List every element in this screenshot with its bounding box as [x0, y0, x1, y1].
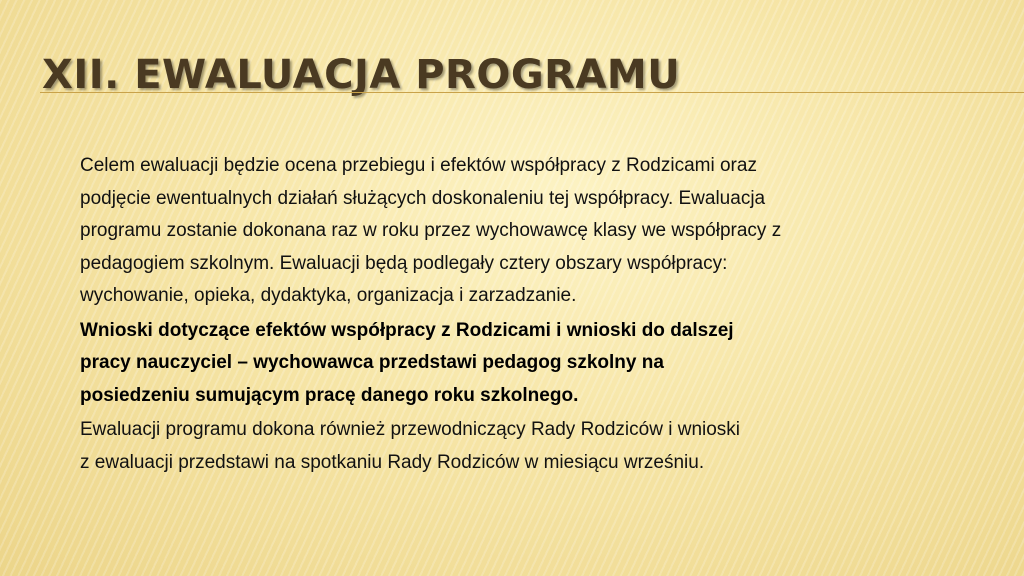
- title-divider: [40, 92, 1024, 93]
- slide-title: XII. EWALUACJA PROGRAMU: [42, 52, 681, 98]
- text-line: programu zostanie dokonana raz w roku przez wychowawcę klasy we współpracy z: [80, 220, 782, 241]
- text-line: Ewaluacji programu dokona również przewodniczący Rady Rodziców i wnioski: [80, 419, 741, 440]
- slide-body: [80, 150, 960, 481]
- text-line: posiedzeniu sumującym pracę danego roku szkolnego.: [80, 384, 579, 406]
- text-line: pracy nauczyciel – wychowawca przedstawi pedagog szkolny na: [80, 352, 664, 373]
- text-line: podjęcie ewentualnych działań służących doskonaleniu tej współpracy. Ewaluacja: [80, 187, 766, 209]
- text-line: wychowanie, opieka, dydaktyka, organizacja i zarzadzanie.: [80, 285, 577, 306]
- paragraph-conclusions: [80, 315, 960, 413]
- text-line: pedagogiem szkolnym. Ewaluacji będą podlegały cztery obszary współpracy:: [80, 252, 728, 274]
- text-line: z ewaluacji przedstawi na spotkaniu Rady Rodziców w miesiącu wrześniu.: [80, 451, 705, 473]
- paragraph-parents-council: [80, 414, 960, 479]
- text-line: Wnioski dotyczące efektów współpracy z Rodzicami i wnioski do dalszej: [80, 319, 734, 341]
- paragraph-evaluation-goal: [80, 150, 960, 313]
- text-line: Celem ewaluacji będzie ocena przebiegu i efektów współpracy z Rodzicami oraz: [80, 155, 757, 176]
